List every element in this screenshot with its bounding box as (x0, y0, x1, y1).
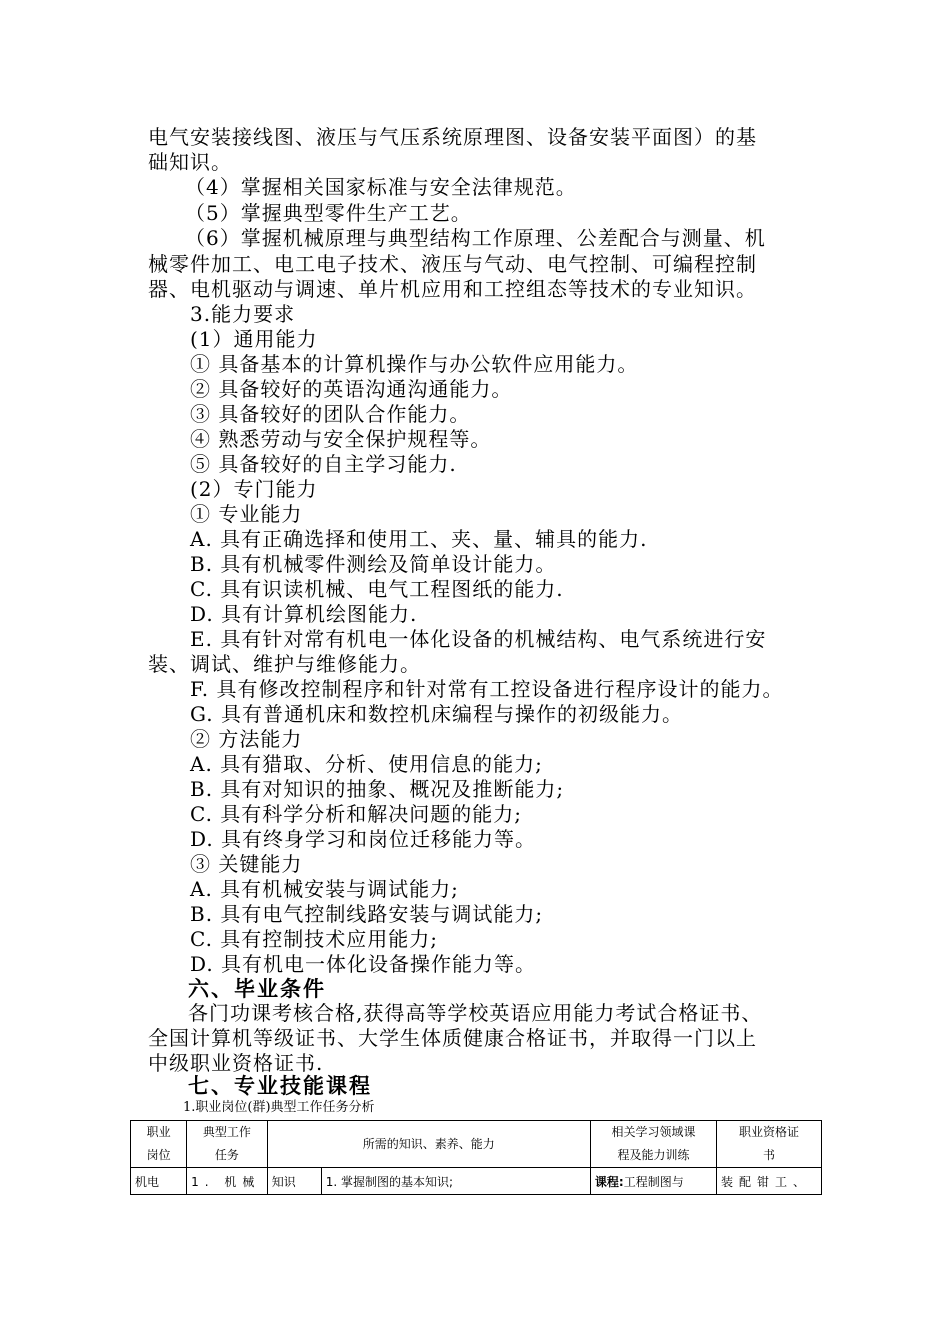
course-value: 工程制图与 (623, 1174, 684, 1189)
header-course-line: 程及能力训练 (617, 1148, 690, 1162)
header-post-line: 岗位 (146, 1148, 171, 1162)
cell-knowledge-item: 1. 掌握制图的基本知识; (321, 1168, 590, 1195)
text-line: 全国计算机等级证书、大学生体质健康合格证书，并取得一门以上 (148, 1026, 757, 1050)
text-line: ② 具备较好的英语沟通沟通能力。 (190, 377, 513, 401)
cell-cert: 装配钳工、 (717, 1168, 822, 1195)
text-line: B. 具有机械零件测绘及简单设计能力。 (190, 552, 557, 576)
table-row (131, 1168, 822, 1195)
text-line: ③ 关键能力 (190, 852, 303, 876)
header-task (187, 1121, 268, 1168)
text-line: （6）掌握机械原理与典型结构工作原理、公差配合与测量、机 (185, 226, 766, 250)
text-line: A. 具有机械安装与调试能力; (190, 877, 459, 901)
text-line: 3.能力要求 (190, 302, 296, 326)
section-heading-skill-courses: 七、专业技能课程 (188, 1074, 372, 1098)
header-post-line: 职业 (146, 1125, 171, 1139)
header-cert-line: 职业资格证 (739, 1125, 800, 1139)
header-course-line: 相关学习领域课 (611, 1125, 696, 1139)
text-line: 电气安装接线图、液压与气压系统原理图、设备安装平面图）的基 (148, 125, 757, 149)
text-line: E. 具有针对常有机电一体化设备的机械结构、电气系统进行安 (190, 627, 767, 651)
text-line: G. 具有普通机床和数控机床编程与操作的初级能力。 (190, 702, 683, 726)
text-line: 器、电机驱动与调速、单片机应用和工控组态等技术的专业知识。 (148, 277, 757, 301)
text-line: B. 具有电气控制线路安装与调试能力; (190, 902, 544, 926)
text-line: 装、调试、维护与维修能力。 (148, 652, 421, 676)
text-line: C. 具有科学分析和解决问题的能力; (190, 802, 523, 826)
text-line: 械零件加工、电工电子技术、液压与气动、电气控制、可编程控制 (148, 252, 757, 276)
text-line: ⑤ 具备较好的自主学习能力. (190, 452, 457, 476)
header-task-line: 典型工作 (202, 1125, 251, 1139)
cell-knowledge-type: 知识 (267, 1168, 321, 1195)
text-line: D. 具有机电一体化设备操作能力等。 (190, 952, 537, 976)
text-line: D. 具有计算机绘图能力. (190, 602, 418, 626)
header-cert (717, 1121, 822, 1168)
header-post (131, 1121, 187, 1168)
header-cert-line: 书 (763, 1148, 776, 1162)
text-line: ① 具备基本的计算机操作与办公软件应用能力。 (190, 352, 639, 376)
cell-post: 机电 (131, 1168, 187, 1195)
cell-task: 1. 机械 (187, 1168, 268, 1195)
text-line: 础知识。 (148, 150, 232, 174)
table-caption: 1.职业岗位(群)典型工作任务分析 (183, 1100, 375, 1115)
text-line: C. 具有控制技术应用能力; (190, 927, 439, 951)
cell-course (590, 1168, 716, 1195)
text-line: ④ 熟悉劳动与安全保护规程等。 (190, 427, 492, 451)
text-line: C. 具有识读机械、电气工程图纸的能力. (190, 577, 564, 601)
text-line: ③ 具备较好的团队合作能力。 (190, 402, 471, 426)
text-line: D. 具有终身学习和岗位迁移能力等。 (190, 827, 537, 851)
header-knowledge: 所需的知识、素养、能力 (267, 1121, 590, 1168)
header-course (590, 1121, 716, 1168)
text-line: ② 方法能力 (190, 727, 303, 751)
table-header-row (131, 1121, 822, 1168)
header-task-line: 任务 (214, 1148, 239, 1162)
text-line: F. 具有修改控制程序和针对常有工控设备进行程序设计的能力。 (190, 677, 784, 701)
text-line: 中级职业资格证书. (148, 1051, 324, 1075)
text-line: ① 专业能力 (190, 502, 303, 526)
text-line: （5）掌握典型零件生产工艺。 (185, 201, 472, 225)
section-heading-graduation: 六、毕业条件 (188, 977, 326, 1001)
text-line: （4）掌握相关国家标准与安全法律规范。 (185, 175, 577, 199)
text-line: A. 具有猎取、分析、使用信息的能力; (190, 752, 543, 776)
task-analysis-table (130, 1120, 822, 1195)
text-line: 各门功课考核合格,获得高等学校英语应用能力考试合格证书、 (188, 1001, 763, 1025)
text-line: A. 具有正确选择和使用工、夹、量、辅具的能力. (190, 527, 648, 551)
text-line: B. 具有对知识的抽象、概况及推断能力; (190, 777, 565, 801)
course-label: 课程: (594, 1174, 624, 1189)
text-line: (2）专门能力 (190, 477, 318, 501)
text-line: (1）通用能力 (190, 327, 318, 351)
